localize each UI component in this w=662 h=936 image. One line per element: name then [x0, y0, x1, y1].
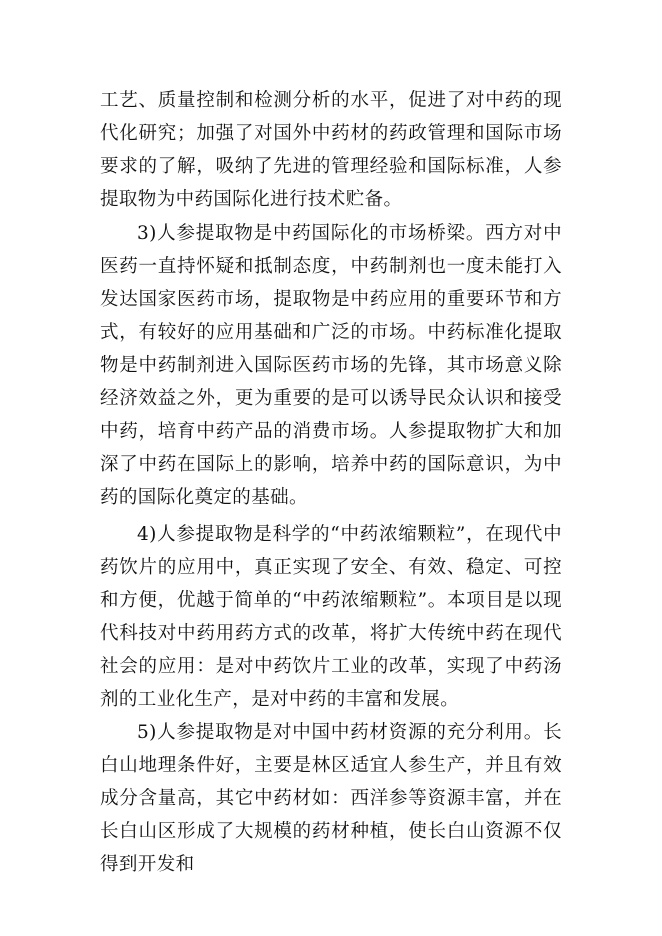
paragraph-continuation: 工艺、质量控制和检测分析的水平，促进了对中药的现代化研究；加强了对国外中药材的药政管理和国际市场要求的了解，吸纳了先进的管理经验和国际标准，人参提取物为中药国际化进行技术贮备。 — [100, 90, 562, 210]
paragraph-point-5: 5)人参提取物是对中国中药材资源的充分利用。长白山地理条件好，主要是林区适宜人参生产，并且有效成分含量高，其它中药材如：西洋参等资源丰富，并在长白山区形成了大规模的药材种植，使长白山资源不仅得到开发和 — [100, 722, 562, 875]
paragraph-point-3: 3)人参提取物是中药国际化的市场桥梁。西方对中医药一直持怀疑和抵制态度，中药制剂也一度未能打入发达国家医药市场，提取物是中药应用的重要环节和方式，有较好的应用基础和广泛的市场。中药标准化提取物是中药制剂进入国际医药市场的先锋，其市场意义除经济效益之外，更为重要的是可以诱导民众认识和接受中药，培育中药产品的消费市场。人参提取物扩大和加深了中药在国际上的影响，培养中药的国际意识，为中药的国际化奠定的基础。 — [100, 223, 562, 508]
paragraph-point-4: 4)人参提取物是科学的“中药浓缩颗粒”，在现代中药饮片的应用中，真正实现了安全、有效、稳定、可控和方便，优越于简单的“中药浓缩颗粒”。本项目是以现代科技对中药用药方式的改革，将扩大传统中药在现代社会的应用：是对中药饮片工业的改革，实现了中药汤剂的工业化生产，是对中药的丰富和发展。 — [100, 524, 562, 710]
